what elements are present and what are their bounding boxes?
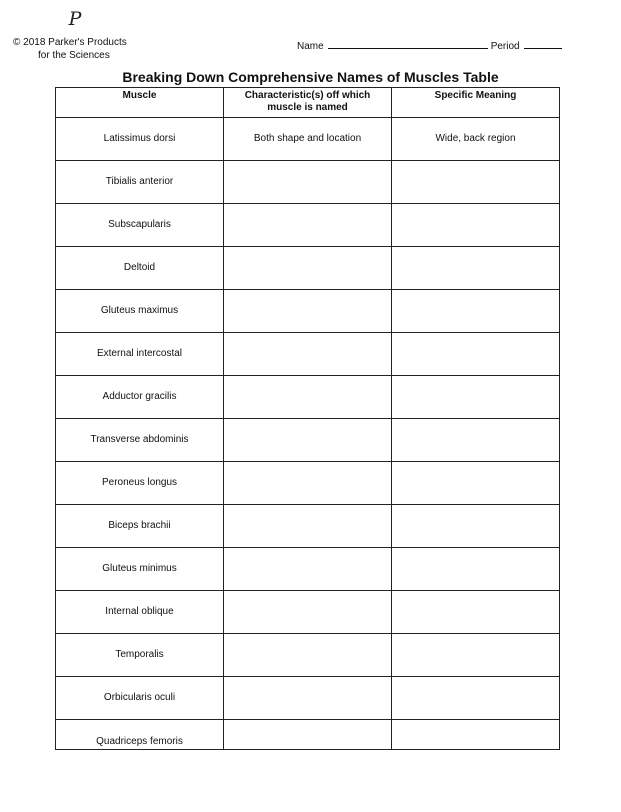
column-header-characteristic: Characteristic(s) off which muscle is named: [224, 88, 392, 118]
muscle-name-cell: External intercostal: [56, 333, 224, 376]
characteristic-cell[interactable]: [224, 548, 392, 591]
specific-meaning-cell[interactable]: [392, 333, 560, 376]
table-row: [56, 247, 560, 290]
muscle-name-cell: Gluteus minimus: [56, 548, 224, 591]
specific-meaning-cell[interactable]: Wide, back region: [392, 118, 560, 161]
characteristic-cell[interactable]: Both shape and location: [224, 118, 392, 161]
specific-meaning-cell[interactable]: [392, 204, 560, 247]
characteristic-cell[interactable]: [224, 290, 392, 333]
muscle-name-cell: Adductor gracilis: [56, 376, 224, 419]
muscle-name-cell: Internal oblique: [56, 591, 224, 634]
specific-meaning-cell[interactable]: [392, 677, 560, 720]
muscle-name-cell: Subscapularis: [56, 204, 224, 247]
muscle-name-cell: Orbicularis oculi: [56, 677, 224, 720]
table-row: [56, 118, 560, 161]
specific-meaning-cell[interactable]: [392, 376, 560, 419]
specific-meaning-cell[interactable]: [392, 247, 560, 290]
table-row: [56, 204, 560, 247]
copyright-line-1: © 2018 Parker's Products: [13, 37, 127, 48]
period-blank[interactable]: [524, 38, 562, 49]
table-row: [56, 290, 560, 333]
table-header-row: [56, 88, 560, 118]
muscles-table: [55, 87, 560, 750]
column-header-meaning: Specific Meaning: [392, 88, 560, 118]
worksheet-title: Breaking Down Comprehensive Names of Muscles Table: [122, 69, 499, 85]
muscle-name-cell: Deltoid: [56, 247, 224, 290]
muscle-name-cell: Transverse abdominis: [56, 419, 224, 462]
characteristic-cell[interactable]: [224, 376, 392, 419]
table-row: [56, 161, 560, 204]
specific-meaning-cell[interactable]: [392, 462, 560, 505]
characteristic-cell[interactable]: [224, 634, 392, 677]
muscle-name-cell: Latissimus dorsi: [56, 118, 224, 161]
table-row: [56, 591, 560, 634]
specific-meaning-cell[interactable]: [392, 505, 560, 548]
characteristic-cell[interactable]: [224, 505, 392, 548]
table-row: [56, 548, 560, 591]
characteristic-cell[interactable]: [224, 204, 392, 247]
name-label: Name: [297, 41, 324, 52]
specific-meaning-cell[interactable]: [392, 591, 560, 634]
table-row: [56, 720, 560, 750]
characteristic-cell[interactable]: [224, 462, 392, 505]
characteristic-cell[interactable]: [224, 419, 392, 462]
table-row: [56, 677, 560, 720]
muscle-name-cell: Temporalis: [56, 634, 224, 677]
period-label: Period: [490, 41, 520, 52]
name-blank[interactable]: [328, 38, 488, 49]
muscle-name-cell: Gluteus maximus: [56, 290, 224, 333]
student-info-line: [297, 38, 562, 53]
specific-meaning-cell[interactable]: [392, 634, 560, 677]
copyright-notice: [13, 36, 127, 62]
table-row: [56, 419, 560, 462]
muscle-name-cell: Tibialis anterior: [56, 161, 224, 204]
specific-meaning-cell[interactable]: [392, 548, 560, 591]
table-row: [56, 376, 560, 419]
table-row: [56, 505, 560, 548]
table-body: [56, 118, 560, 750]
specific-meaning-cell[interactable]: [392, 290, 560, 333]
copyright-line-2: for the Sciences: [38, 50, 110, 61]
publisher-logo: P: [68, 8, 82, 30]
column-header-muscle: Muscle: [56, 88, 224, 118]
characteristic-cell[interactable]: [224, 333, 392, 376]
characteristic-cell[interactable]: [224, 247, 392, 290]
characteristic-cell[interactable]: [224, 677, 392, 720]
specific-meaning-cell[interactable]: [392, 720, 560, 750]
table-row: [56, 634, 560, 677]
table-row: [56, 333, 560, 376]
specific-meaning-cell[interactable]: [392, 161, 560, 204]
characteristic-cell[interactable]: [224, 161, 392, 204]
characteristic-cell[interactable]: [224, 591, 392, 634]
table-row: [56, 462, 560, 505]
muscle-name-cell: Biceps brachii: [56, 505, 224, 548]
muscle-name-cell: Quadriceps femoris: [56, 720, 224, 750]
specific-meaning-cell[interactable]: [392, 419, 560, 462]
characteristic-cell[interactable]: [224, 720, 392, 750]
muscle-name-cell: Peroneus longus: [56, 462, 224, 505]
